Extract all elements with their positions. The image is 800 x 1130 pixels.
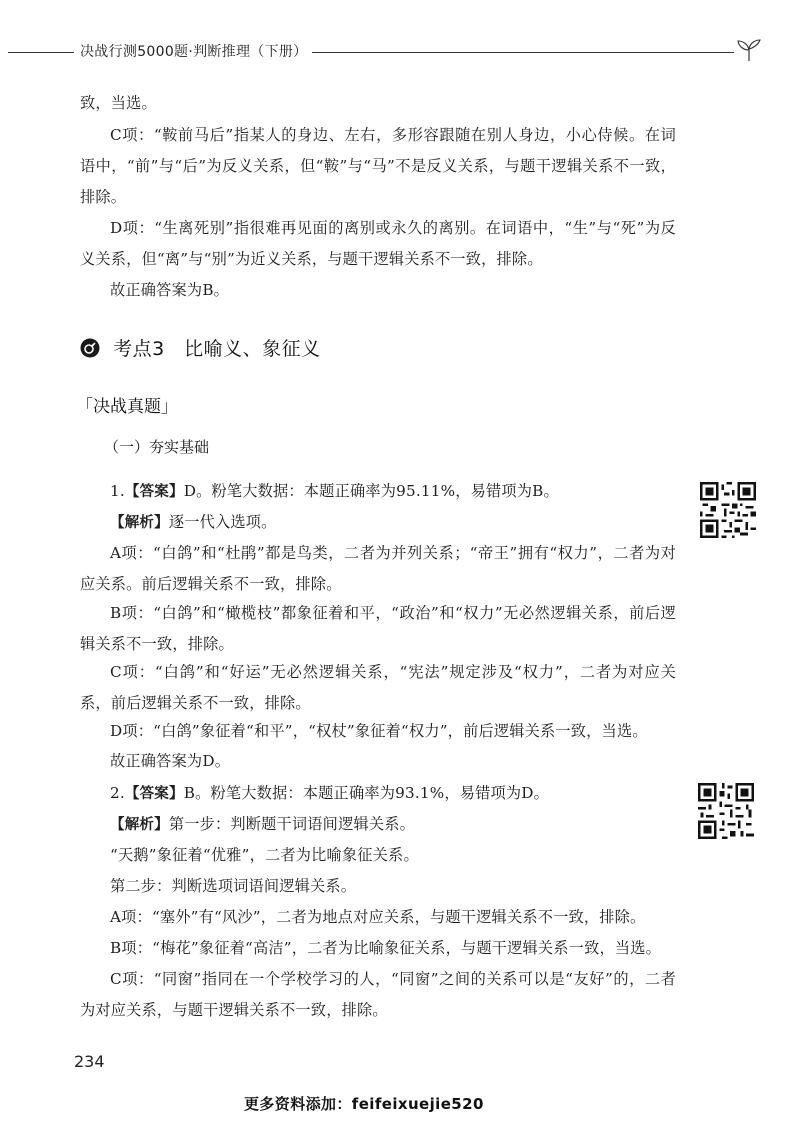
section-heading — [80, 334, 321, 368]
q2-answer-text: B。粉笔大数据：本题正确率为93.1%，易错项为D。 — [183, 784, 550, 802]
section-title: 考点3 比喻义、象征义 — [113, 338, 321, 360]
continuation-line: 致，当选。 — [80, 94, 157, 112]
q2-answer-tag: 【答案】 — [124, 786, 184, 802]
footer-note: 更多资料添加：feifeixuejie520 — [244, 1095, 484, 1113]
header-rule-right — [312, 52, 734, 53]
subsection-title: （一）夯实基础 — [104, 438, 210, 456]
sprout-icon — [732, 38, 766, 62]
q1-option-d: D项：“白鸽”象征着“和平”，“权杖”象征着“权力”，前后逻辑关系一致，当选。 — [110, 722, 648, 740]
section-bullet-icon — [80, 338, 100, 358]
q1-conclusion: 故正确答案为D。 — [110, 752, 231, 770]
running-header — [0, 38, 800, 62]
qr-code-icon — [698, 783, 754, 839]
header-rule-left — [8, 52, 74, 53]
q2-option-b: B项：“梅花”象征着“高洁”，二者为比喻象征关系，与题干逻辑关系一致，当选。 — [110, 939, 662, 957]
q2-answer: 2.【答案】B。粉笔大数据：本题正确率为93.1%，易错项为D。 — [110, 784, 550, 802]
real-questions-title: 「决战真题」 — [76, 397, 178, 417]
q1-option-b: B项：“白鸽”和“橄榄枝”都象征着和平，“政治”和“权力”无必然逻辑关系，前后逻辑关系不一致，排除。 — [80, 604, 676, 653]
page-number: 234 — [74, 1052, 105, 1071]
q1-answer-text: D。粉笔大数据：本题正确率为95.11%，易错项为B。 — [183, 482, 559, 500]
answer-conclusion: 故正确答案为B。 — [110, 281, 230, 299]
q2-step-one-detail: “天鹅”象征着“优雅”，二者为比喻象征关系。 — [110, 846, 419, 864]
header-title: 决战行测5000题·判断推理（下册） — [80, 44, 308, 60]
q2-analysis-tag: 【解析】 — [110, 817, 169, 833]
q1-answer-tag: 【答案】 — [124, 484, 184, 500]
q1-option-c: C项：“白鸽”和“好运”无必然逻辑关系，“宪法”规定涉及“权力”，二者为对应关系，前后逻辑关系不一致，排除。 — [80, 663, 676, 712]
q2-option-c: C项：“同窗”指同在一个学校学习的人，“同窗”之间的关系可以是“友好”的，二者为对应关系，与题干逻辑关系不一致，排除。 — [80, 970, 676, 1019]
q1-analysis — [80, 507, 676, 539]
option-d-explanation: D项：“生离死别”指很难再见面的离别或永久的离别。在词语中，“生”与“死”为反义关系，但“离”与“别”为近义关系，与题干逻辑关系不一致，排除。 — [80, 219, 676, 268]
q2-step-two: 第二步：判断选项词语间逻辑关系。 — [110, 877, 357, 895]
q2-analysis — [80, 809, 676, 841]
q1-qr-code[interactable] — [700, 482, 756, 538]
q2-qr-code[interactable] — [698, 783, 754, 839]
q1-option-a: A项：“白鸽”和“杜鹃”都是鸟类，二者为并列关系；“帝王”拥有“权力”，二者为对应关系。前后逻辑关系不一致，排除。 — [80, 544, 676, 593]
q1-analysis-tag: 【解析】 — [110, 515, 169, 531]
option-c-explanation: C项：“鞍前马后”指某人的身边、左右，多形容跟随在别人身边，小心侍候。在词语中，“前”与“后”为反义关系，但“鞍”与“马”不是反义关系，与题干逻辑关系不一致，排除。 — [80, 126, 676, 206]
qr-code-icon — [700, 482, 756, 538]
q2-option-a: A项：“塞外”有“风沙”，二者为地点对应关系，与题干逻辑关系不一致，排除。 — [110, 908, 646, 926]
q1-answer: 1.【答案】D。粉笔大数据：本题正确率为95.11%，易错项为B。 — [110, 482, 559, 500]
q2-analysis-text: 第一步：判断题干词语间逻辑关系。 — [168, 815, 416, 833]
q1-analysis-text: 逐一代入选项。 — [168, 513, 277, 531]
